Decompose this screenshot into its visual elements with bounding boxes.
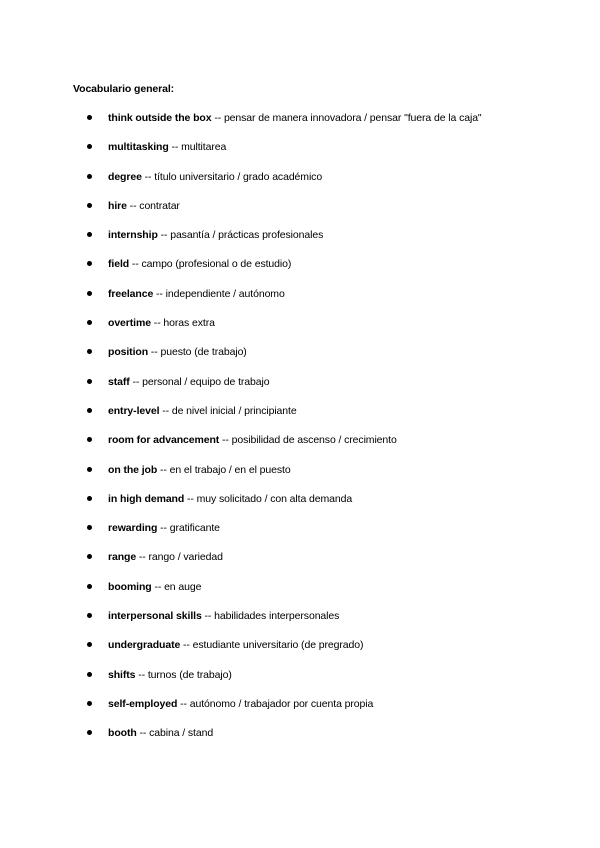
separator: --: [184, 492, 197, 505]
separator: --: [211, 112, 224, 124]
item-text: [108, 171, 322, 184]
item-text: [108, 493, 352, 506]
vocab-definition: independiente / autónomo: [165, 287, 285, 300]
bullet-icon: [87, 320, 92, 325]
separator: --: [157, 229, 171, 242]
bullet-icon: [87, 408, 92, 413]
bullet-icon: [87, 379, 92, 384]
bullet-icon: [87, 496, 92, 501]
item-text: [108, 698, 373, 711]
bullet-icon: [87, 232, 92, 237]
vocab-definition: habilidades interpersonales: [214, 610, 340, 623]
section-heading: Vocabulario general:: [73, 83, 175, 95]
vocab-term: degree: [108, 170, 142, 183]
vocab-term: in high demand: [108, 492, 185, 505]
item-text: [108, 288, 285, 301]
separator: --: [136, 551, 149, 564]
vocab-term: overtime: [108, 317, 151, 330]
vocab-definition: gratificante: [169, 522, 220, 535]
vocab-term: shifts: [108, 668, 136, 681]
vocab-definition: rango / variedad: [148, 551, 223, 564]
item-text: [108, 434, 397, 447]
separator: --: [129, 258, 142, 271]
separator: --: [151, 580, 165, 593]
vocab-definition: de nivel inicial / principiante: [171, 404, 297, 417]
vocab-term: position: [108, 346, 149, 359]
vocab-term: rewarding: [108, 522, 158, 535]
item-text: [108, 376, 270, 389]
bullet-icon: [87, 642, 92, 647]
bullet-icon: [87, 584, 92, 589]
item-text: [108, 581, 201, 594]
vocab-term: think outside the box: [108, 112, 212, 124]
vocab-term: range: [108, 551, 137, 564]
item-text: [108, 317, 215, 330]
separator: --: [150, 317, 164, 330]
vocab-term: hire: [108, 199, 127, 212]
vocab-definition: pensar de manera innovadora / pensar "fuera de la caja": [223, 112, 482, 124]
separator: --: [168, 141, 182, 154]
vocab-definition: posibilidad de ascenso / crecimiento: [231, 434, 397, 447]
item-text: [108, 229, 323, 242]
bullet-icon: [87, 144, 92, 149]
separator: --: [136, 727, 150, 740]
bullet-icon: [87, 291, 92, 296]
vocab-term: on the job: [108, 463, 158, 476]
bullet-icon: [87, 437, 92, 442]
bullet-icon: [87, 554, 92, 559]
vocab-term: entry-level: [108, 404, 160, 417]
vocab-definition: pasantía / prácticas profesionales: [170, 229, 324, 242]
vocab-term: room for advancement: [108, 434, 220, 447]
bullet-icon: [87, 467, 92, 472]
bullet-icon: [87, 174, 92, 179]
bullet-icon: [87, 349, 92, 354]
vocab-definition: turnos (de trabajo): [147, 668, 232, 681]
vocab-definition: muy solicitado / con alta demanda: [196, 492, 353, 505]
vocab-definition: puesto (de trabajo): [160, 346, 247, 359]
vocab-definition: estudiante universitario (de pregrado): [192, 639, 364, 652]
item-text: [108, 464, 291, 477]
separator: --: [141, 170, 155, 183]
item-text: [108, 200, 180, 213]
separator: --: [157, 463, 170, 476]
vocab-term: multitasking: [108, 141, 169, 154]
vocab-definition: contratar: [139, 199, 180, 212]
item-text: [108, 610, 339, 623]
vocab-term: interpersonal skills: [108, 610, 202, 623]
separator: --: [159, 404, 172, 417]
separator: --: [180, 639, 193, 652]
vocab-term: staff: [108, 375, 130, 388]
vocab-term: self-employed: [108, 697, 178, 710]
separator: --: [177, 697, 190, 710]
bullet-icon: [87, 672, 92, 677]
item-text: [108, 727, 213, 740]
bullet-icon: [87, 613, 92, 618]
bullet-icon: [87, 701, 92, 706]
bullet-icon: [87, 730, 92, 735]
bullet-icon: [87, 525, 92, 530]
separator: --: [157, 522, 170, 535]
separator: --: [201, 610, 215, 623]
vocab-term: internship: [108, 229, 158, 242]
item-text: [108, 522, 220, 535]
vocab-term: field: [108, 258, 130, 271]
separator: --: [219, 434, 232, 447]
vocab-definition: personal / equipo de trabajo: [142, 375, 270, 388]
item-text: [108, 551, 223, 564]
separator: --: [153, 287, 166, 300]
vocab-definition: cabina / stand: [149, 727, 214, 740]
vocab-term: booming: [108, 580, 152, 593]
item-text: [108, 258, 291, 271]
vocab-term: freelance: [108, 287, 154, 300]
vocab-definition: título universitario / grado académico: [154, 170, 323, 183]
vocab-definition: multitarea: [181, 141, 227, 154]
separator: --: [129, 375, 143, 388]
vocab-term: undergraduate: [108, 639, 181, 652]
item-text: [108, 639, 363, 652]
item-text: [108, 141, 226, 154]
separator: --: [148, 346, 161, 359]
separator: --: [126, 199, 140, 212]
item-text: [108, 669, 232, 682]
vocab-definition: horas extra: [163, 317, 215, 330]
item-text: [108, 346, 247, 359]
bullet-icon: [87, 261, 92, 266]
item-text: [108, 405, 297, 418]
item-text: [108, 112, 482, 125]
vocab-definition: en el trabajo / en el puesto: [169, 463, 291, 476]
bullet-icon: [87, 115, 92, 120]
vocab-term: booth: [108, 727, 137, 740]
vocab-definition: autónomo / trabajador por cuenta propia: [189, 697, 374, 710]
separator: --: [135, 668, 148, 681]
vocab-definition: campo (profesional o de estudio): [141, 258, 292, 271]
vocab-definition: en auge: [164, 580, 202, 593]
bullet-icon: [87, 203, 92, 208]
